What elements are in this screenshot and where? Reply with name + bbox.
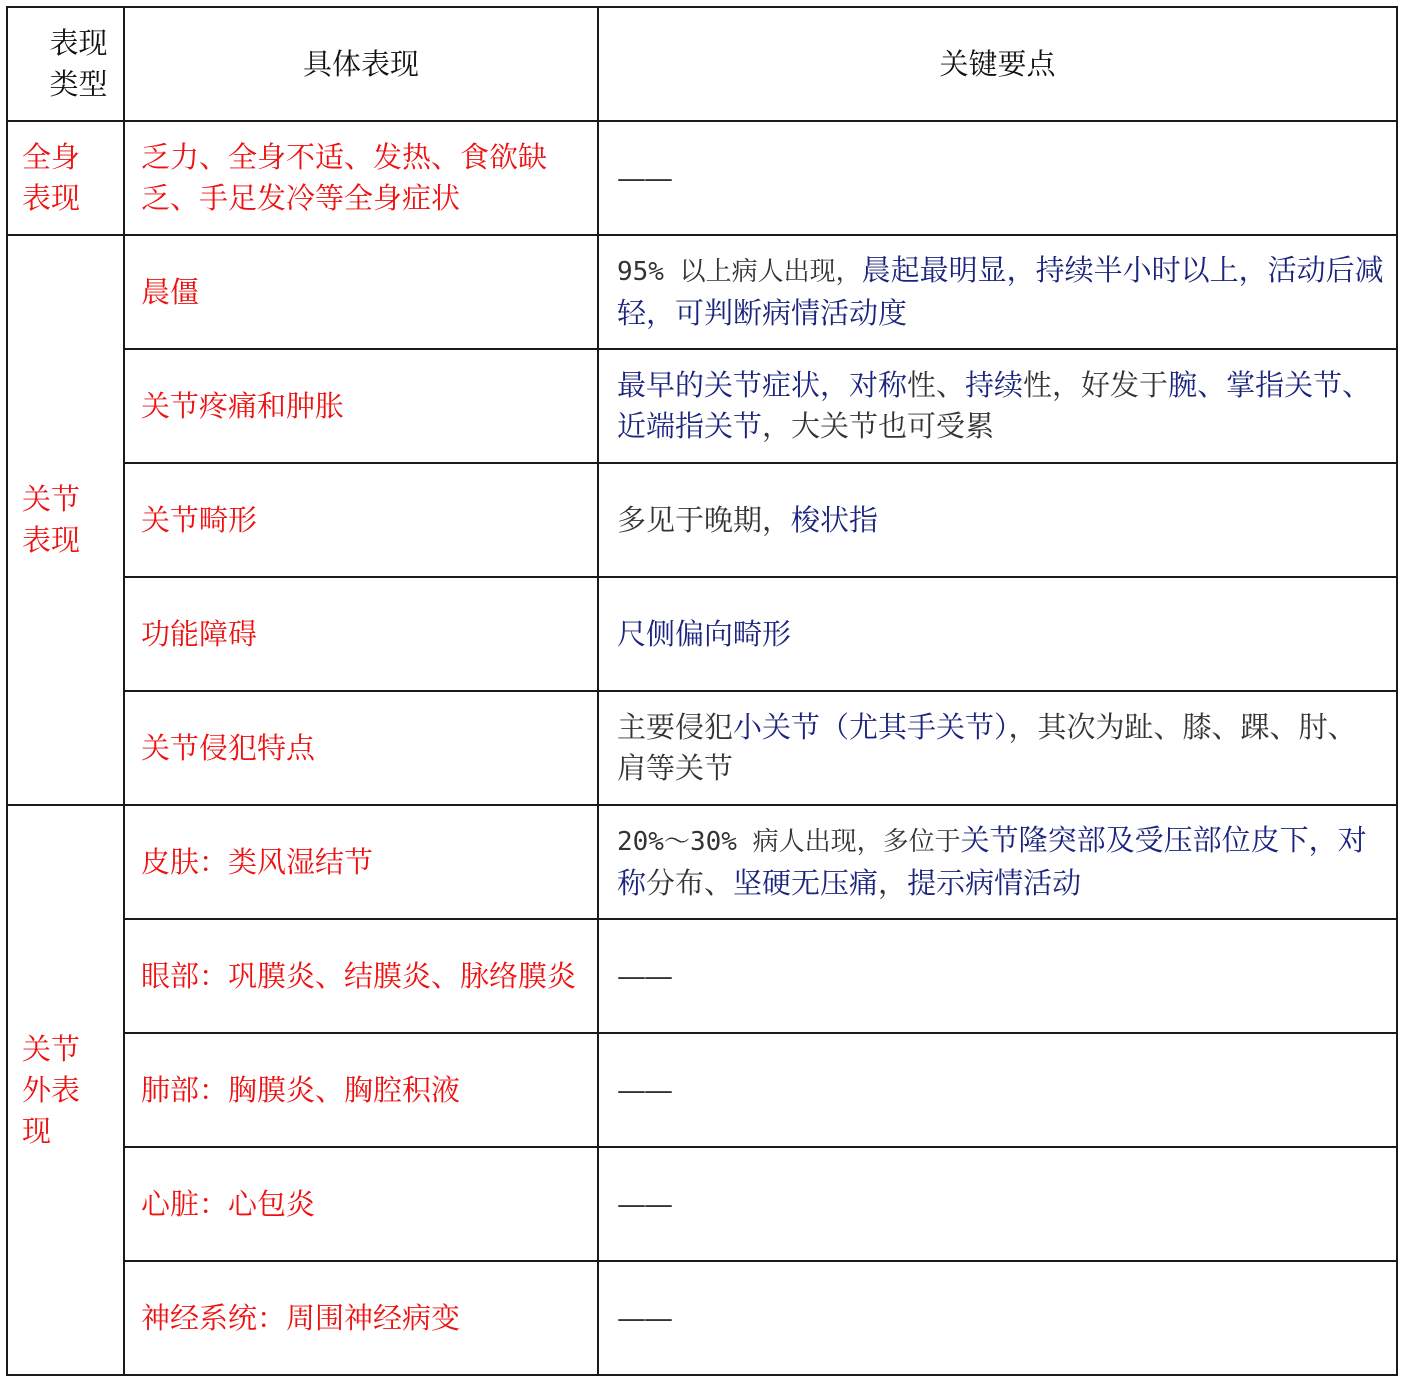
header-row bbox=[7, 7, 1397, 121]
table-row bbox=[7, 349, 1397, 463]
header-detail: 具体表现 bbox=[124, 7, 598, 121]
header-type: 表现 类型 bbox=[7, 7, 124, 121]
key-cell: —— bbox=[598, 121, 1397, 235]
table-row bbox=[7, 235, 1397, 349]
table-row bbox=[7, 919, 1397, 1033]
group-general: 全身 表现 bbox=[7, 121, 124, 235]
table-row bbox=[7, 577, 1397, 691]
key-cell: 95% 以上病人出现，晨起最明显，持续半小时以上，活动后减轻，可判断病情活动度 bbox=[598, 235, 1397, 349]
symptom-table bbox=[6, 6, 1398, 1376]
detail-cell: 乏力、全身不适、发热、食欲缺乏、手足发冷等全身症状 bbox=[124, 121, 598, 235]
table-row bbox=[7, 121, 1397, 235]
key-cell: 主要侵犯小关节（尤其手关节），其次为趾、膝、踝、肘、肩等关节 bbox=[598, 691, 1397, 805]
detail-cell: 功能障碍 bbox=[124, 577, 598, 691]
detail-cell: 神经系统：周围神经病变 bbox=[124, 1261, 598, 1375]
detail-cell: 关节畸形 bbox=[124, 463, 598, 577]
key-cell: 尺侧偏向畸形 bbox=[598, 577, 1397, 691]
key-cell: —— bbox=[598, 1261, 1397, 1375]
key-cell: —— bbox=[598, 919, 1397, 1033]
detail-cell: 心脏：心包炎 bbox=[124, 1147, 598, 1261]
detail-cell: 关节侵犯特点 bbox=[124, 691, 598, 805]
key-cell: 最早的关节症状，对称性、持续性，好发于腕、掌指关节、近端指关节，大关节也可受累 bbox=[598, 349, 1397, 463]
table-row bbox=[7, 1147, 1397, 1261]
table-row bbox=[7, 1033, 1397, 1147]
group-extra: 关节 外表 现 bbox=[7, 805, 124, 1375]
table-row bbox=[7, 805, 1397, 919]
key-cell: 多见于晚期，梭状指 bbox=[598, 463, 1397, 577]
group-joint: 关节 表现 bbox=[7, 235, 124, 805]
detail-cell: 晨僵 bbox=[124, 235, 598, 349]
table-row bbox=[7, 1261, 1397, 1375]
table-row bbox=[7, 463, 1397, 577]
table-row bbox=[7, 691, 1397, 805]
header-key: 关键要点 bbox=[598, 7, 1397, 121]
detail-cell: 皮肤：类风湿结节 bbox=[124, 805, 598, 919]
detail-cell: 肺部：胸膜炎、胸腔积液 bbox=[124, 1033, 598, 1147]
key-cell: —— bbox=[598, 1033, 1397, 1147]
detail-cell: 眼部：巩膜炎、结膜炎、脉络膜炎 bbox=[124, 919, 598, 1033]
key-cell: —— bbox=[598, 1147, 1397, 1261]
detail-cell: 关节疼痛和肿胀 bbox=[124, 349, 598, 463]
key-cell: 20%～30% 病人出现，多位于关节隆突部及受压部位皮下，对称分布、坚硬无压痛，提示病情活动 bbox=[598, 805, 1397, 919]
